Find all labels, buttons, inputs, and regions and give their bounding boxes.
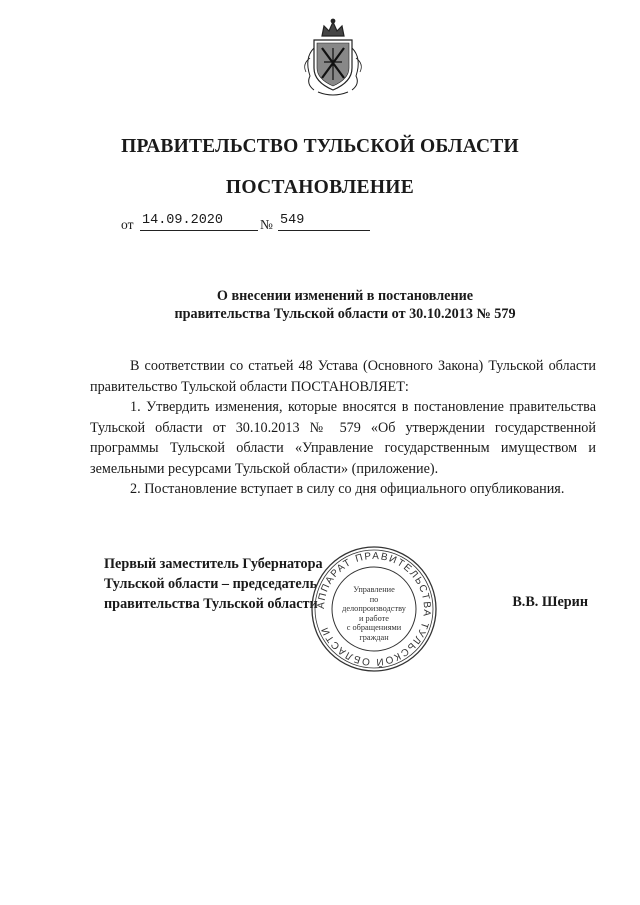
stamp-line-1: Управление (353, 585, 395, 594)
stamp-ring-text: АППАРАТ ПРАВИТЕЛЬСТВА ТУЛЬСКОЙ ОБЛАСТИ (315, 550, 433, 668)
tula-coat-of-arms-icon (300, 18, 366, 98)
subject-line-1: О внесении изменений в постановление (216, 288, 474, 304)
number-label: № (260, 217, 273, 232)
signatory-name: В.В. Шерин (512, 594, 588, 610)
document-subject (0, 287, 640, 323)
document-type-heading: ПОСТАНОВЛЕНИЕ (225, 177, 415, 198)
item-1-paragraph: 1. Утвердить изменения, которые вносятся в постановление правительства Тульской области от 30.10.2013 № 579 «Об утверждении государственной программы Тульской области «Управление государственным имуществом и земельными ресурсами Тульской области» (приложение). (90, 399, 596, 477)
subject-line-2: правительства Тульской области от 30.10.2013 № 579 (174, 306, 516, 322)
position-line-2: Тульской области – председатель (104, 576, 318, 592)
position-line-1: Первый заместитель Губернатора (104, 556, 323, 572)
number-value: 549 (278, 212, 370, 231)
document-body (90, 356, 596, 500)
stamp-line-4: с обращениями (346, 623, 402, 633)
stamp-line-2: по делопроизводству (342, 594, 406, 614)
stamp-center-text (338, 585, 410, 643)
position-line-3: правительства Тульской области (104, 596, 318, 612)
intro-paragraph: В соответствии со статьей 48 Устава (Основного Закона) Тульской области правительство Тульской области ПОСТАНОВЛЯЕТ: (90, 358, 596, 395)
stamp-line-3: и работе (359, 613, 389, 623)
item-2-paragraph: 2. Постановление вступает в силу со дня официального опубликования. (130, 481, 565, 497)
signatory-position (104, 554, 323, 614)
stamp-line-5: граждан (359, 632, 389, 642)
date-value: 14.09.2020 (140, 212, 258, 231)
government-title: ПРАВИТЕЛЬСТВО ТУЛЬСКОЙ ОБЛАСТИ (121, 136, 519, 157)
date-label: от (121, 217, 134, 232)
